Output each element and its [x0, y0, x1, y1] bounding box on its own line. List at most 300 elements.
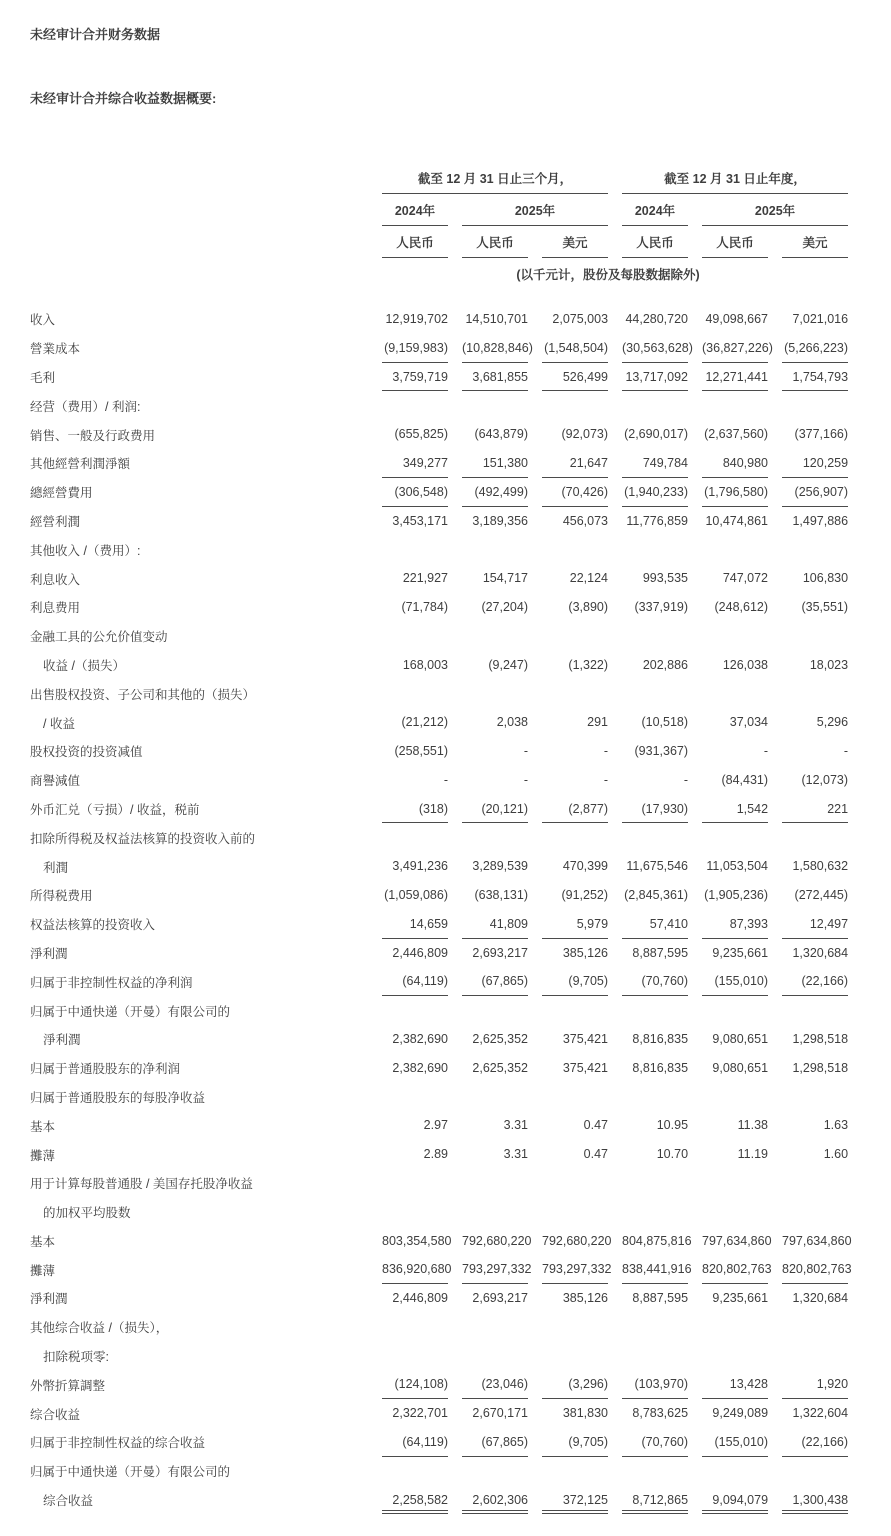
value-text: 12,271,441	[702, 363, 768, 392]
table-row	[30, 996, 848, 1025]
cell-value	[608, 996, 688, 1025]
row-label: 淨利潤	[30, 946, 68, 961]
value-text: (17,930)	[622, 795, 688, 824]
value-text: 5,979	[542, 910, 608, 939]
cell-value	[768, 1486, 848, 1515]
value-text: 12,919,702	[385, 312, 448, 326]
cell-value	[768, 967, 848, 996]
value-text: (70,760)	[622, 1428, 688, 1457]
value-text	[382, 1169, 448, 1198]
row-label: 收入	[30, 313, 56, 328]
value-text: 168,003	[402, 657, 448, 672]
cell-value	[368, 305, 448, 334]
cell-value	[448, 1370, 528, 1399]
value-text: (64,119)	[382, 1428, 448, 1457]
cell-value	[608, 795, 688, 824]
value-text: 8,887,595	[632, 1291, 689, 1306]
value-text: (2,637,560)	[704, 427, 769, 442]
row-label: 外幣折算調整	[30, 1378, 106, 1393]
value-text: (71,784)	[401, 599, 448, 614]
cell-value	[688, 1111, 768, 1140]
value-text: (67,865)	[462, 1428, 528, 1457]
cell-value	[608, 1111, 688, 1140]
cell-value	[768, 996, 848, 1025]
row-label: 归属于中通快递（开曼）有限公司的	[30, 1465, 231, 1480]
cell-value	[768, 1025, 848, 1054]
cell-value	[688, 1083, 768, 1112]
value-text: 3,491,236	[392, 859, 448, 874]
value-text: 838,441,916	[622, 1255, 688, 1284]
currency-header	[768, 226, 848, 258]
cell-value	[528, 1025, 608, 1054]
table-row	[30, 1313, 848, 1342]
cell-value	[368, 622, 448, 651]
value-text: (30,563,628)	[622, 334, 688, 363]
units-note-row	[30, 258, 848, 305]
currency-header	[688, 226, 768, 258]
cell-value	[768, 593, 848, 622]
value-text	[782, 679, 848, 708]
cell-value	[448, 1025, 528, 1054]
value-text	[622, 679, 688, 708]
cell-value	[368, 795, 448, 824]
cell-value	[688, 1457, 768, 1486]
cell-value	[688, 1054, 768, 1083]
cell-value	[688, 449, 768, 478]
row-label: 經營利潤	[30, 514, 81, 529]
row-label: 的加权平均股数	[43, 1206, 131, 1221]
cell-value	[688, 420, 768, 449]
value-text: 49,098,667	[705, 312, 769, 326]
row-label: 所得税费用	[30, 889, 93, 904]
value-text: (492,499)	[462, 478, 528, 507]
value-text	[622, 823, 688, 852]
value-text: 14,659	[382, 910, 448, 939]
cell-value	[768, 564, 848, 593]
cell-value	[448, 1313, 528, 1342]
cell-value	[528, 478, 608, 507]
cell-value	[528, 910, 608, 939]
cell-value	[448, 593, 528, 622]
cell-value	[368, 823, 448, 852]
value-text: 11.38	[737, 1118, 769, 1133]
value-text: (1,322)	[568, 657, 609, 672]
cell-value	[768, 651, 848, 680]
cell-value	[448, 334, 533, 363]
cell-value	[688, 737, 768, 766]
cell-value	[368, 1284, 448, 1313]
cell-value	[448, 1198, 528, 1227]
cell-value	[528, 852, 608, 881]
currency-header-text: 人民币	[702, 233, 768, 258]
cell-value	[688, 1486, 768, 1515]
cell-value	[768, 1313, 848, 1342]
value-text: (2,690,017)	[624, 427, 689, 442]
value-text: (256,907)	[782, 478, 848, 507]
cell-value	[528, 391, 608, 420]
value-text: 2,382,690	[392, 1060, 448, 1075]
value-text: -	[763, 743, 769, 758]
value-text	[782, 535, 848, 564]
value-text: 385,126	[562, 1291, 609, 1306]
cell-value	[368, 1255, 452, 1284]
currency-header-row	[30, 226, 848, 258]
cell-value	[608, 708, 688, 737]
empty-header-cell	[30, 167, 368, 194]
cell-value	[368, 1169, 448, 1198]
cell-value	[368, 1313, 448, 1342]
value-text	[622, 622, 688, 651]
value-text: 106,830	[802, 571, 849, 586]
row-label: 综合收益	[43, 1494, 94, 1509]
cell-value	[448, 1169, 528, 1198]
cell-value	[448, 1111, 528, 1140]
cell-value	[448, 1457, 528, 1486]
table-row	[30, 823, 848, 852]
table-row	[30, 708, 848, 737]
cell-value	[768, 391, 848, 420]
value-text: 381,830	[562, 1406, 609, 1421]
cell-value	[608, 593, 688, 622]
cell-value	[528, 967, 608, 996]
cell-value	[688, 1399, 768, 1428]
value-text: 2,382,690	[392, 1031, 448, 1046]
table-row	[30, 507, 848, 536]
cell-value	[368, 737, 448, 766]
table-row	[30, 1342, 848, 1371]
cell-value	[608, 1054, 688, 1083]
row-label: 攤薄	[30, 1263, 56, 1278]
value-text: 1,320,684	[792, 945, 849, 960]
cell-value	[608, 334, 693, 363]
cell-value	[688, 1255, 772, 1284]
cell-value	[608, 1313, 688, 1342]
cell-value	[448, 535, 528, 564]
period-header-full-year	[608, 167, 848, 194]
table-row	[30, 1486, 848, 1515]
value-text	[702, 535, 768, 564]
value-text: (21,212)	[401, 715, 448, 730]
cell-value	[688, 823, 768, 852]
value-text	[702, 1457, 768, 1486]
empty-header-cell	[30, 226, 368, 258]
cell-value	[688, 1284, 768, 1313]
value-text	[622, 391, 688, 420]
value-text	[462, 391, 528, 420]
value-text	[702, 996, 768, 1025]
cell-value	[688, 1025, 768, 1054]
value-text: 57,410	[622, 910, 688, 939]
table-row	[30, 910, 848, 939]
units-note: (以千元计，股份及每股数据除外)	[516, 268, 700, 282]
cell-value	[528, 1169, 608, 1198]
value-text: (258,551)	[394, 743, 448, 758]
cell-value	[688, 996, 768, 1025]
cell-value	[368, 334, 448, 363]
value-text	[622, 1313, 688, 1342]
value-text: 8,783,625	[632, 1406, 689, 1421]
cell-value	[768, 939, 848, 968]
value-text: 37,034	[729, 715, 769, 730]
cell-value	[608, 1486, 688, 1515]
value-text	[702, 1169, 768, 1198]
value-text: 1,542	[702, 795, 768, 824]
value-text	[702, 391, 768, 420]
cell-value	[768, 795, 848, 824]
cell-value	[528, 1313, 608, 1342]
cell-value	[528, 535, 608, 564]
value-text: 14,510,701	[465, 312, 528, 326]
cell-value	[608, 939, 688, 968]
cell-value	[688, 363, 768, 392]
cell-value	[448, 737, 528, 766]
cell-value	[608, 1140, 688, 1169]
value-text: (12,073)	[801, 772, 849, 787]
value-text: (2,877)	[542, 795, 608, 824]
cell-value	[448, 766, 528, 795]
table-row	[30, 1083, 848, 1112]
value-text	[702, 1083, 768, 1112]
cell-value	[368, 881, 448, 910]
year-header-text: 2024年	[622, 201, 688, 226]
cell-value	[528, 1399, 608, 1428]
value-text: (22,166)	[782, 1428, 848, 1457]
cell-value	[608, 1457, 688, 1486]
value-text: (1,940,233)	[622, 478, 688, 507]
value-text: 44,280,720	[625, 312, 689, 326]
value-text: (70,760)	[622, 967, 688, 996]
value-text: 8,816,835	[632, 1060, 689, 1075]
row-label: 归属于普通股股东的净利润	[30, 1062, 181, 1077]
cell-value	[368, 1198, 448, 1227]
cell-value	[608, 737, 688, 766]
cell-value	[448, 622, 528, 651]
value-text: 126,038	[722, 657, 769, 672]
cell-value	[688, 651, 768, 680]
cell-value	[768, 679, 848, 708]
value-text: 470,399	[562, 859, 609, 874]
value-text: 1,920	[782, 1370, 848, 1399]
cell-value	[528, 939, 608, 968]
cell-value	[368, 708, 448, 737]
table-row	[30, 1111, 848, 1140]
value-text: 87,393	[702, 910, 768, 939]
value-text	[702, 1342, 768, 1371]
value-text: 1,300,438	[782, 1486, 848, 1515]
table-row	[30, 1198, 848, 1227]
value-text: 13,717,092	[622, 363, 688, 392]
cell-value	[368, 420, 448, 449]
cell-value	[688, 910, 768, 939]
cell-value	[688, 1313, 768, 1342]
cell-value	[608, 564, 688, 593]
value-text: 1,580,632	[792, 859, 849, 874]
cell-value	[688, 679, 768, 708]
cell-value	[608, 1284, 688, 1313]
cell-value	[448, 708, 528, 737]
cell-value	[688, 1370, 768, 1399]
table-row	[30, 420, 848, 449]
cell-value	[448, 1083, 528, 1112]
currency-header-text: 人民币	[462, 233, 528, 258]
cell-value	[688, 535, 768, 564]
value-text: (3,296)	[542, 1370, 608, 1399]
cell-value	[768, 1054, 848, 1083]
value-text	[382, 1198, 448, 1227]
value-text	[622, 1457, 688, 1486]
value-text: 793,297,332	[542, 1255, 608, 1284]
cell-value	[688, 478, 768, 507]
cell-value	[768, 535, 848, 564]
value-text	[382, 1313, 448, 1342]
value-text: 372,125	[542, 1486, 608, 1515]
row-label: 其他收入 /（费用）:	[30, 543, 141, 558]
value-text: 3,681,855	[462, 363, 528, 392]
cell-value	[448, 1255, 532, 1284]
cell-value	[688, 795, 768, 824]
cell-value	[528, 1140, 608, 1169]
value-text: 3,189,356	[472, 513, 528, 528]
table-row	[30, 622, 848, 651]
cell-value	[528, 1083, 608, 1112]
value-text: (1,548,504)	[542, 334, 608, 363]
value-text: (5,266,223)	[782, 334, 848, 363]
value-text: (9,247)	[488, 657, 528, 672]
cell-value	[608, 852, 688, 881]
value-text: 3.31	[503, 1147, 528, 1162]
table-row	[30, 766, 848, 795]
cell-value	[368, 996, 448, 1025]
cell-value	[608, 766, 688, 795]
value-text: 1,320,684	[792, 1291, 849, 1306]
value-text: 1.63	[823, 1118, 849, 1133]
income-statement-table	[30, 167, 852, 1514]
value-text	[542, 823, 608, 852]
row-label: 归属于中通快递（开曼）有限公司的	[30, 1004, 231, 1019]
cell-value	[368, 507, 448, 536]
value-text: 804,875,816	[622, 1233, 692, 1248]
value-text	[782, 622, 848, 651]
value-text: -	[603, 772, 609, 787]
value-text: 792,680,220	[462, 1233, 532, 1248]
value-text	[542, 391, 608, 420]
cell-value	[528, 1342, 608, 1371]
cell-value	[768, 1428, 848, 1457]
cell-value	[368, 449, 448, 478]
value-text: 1.60	[823, 1147, 849, 1162]
table-row	[30, 1169, 848, 1198]
value-text: 18,023	[809, 657, 849, 672]
cell-value	[608, 1025, 688, 1054]
cell-value	[688, 1140, 768, 1169]
table-row	[30, 478, 848, 507]
cell-value	[688, 391, 768, 420]
value-text	[462, 1313, 528, 1342]
row-label: 營業成本	[30, 342, 81, 357]
row-label: 外币汇兑（亏损）/ 收益，税前	[30, 802, 200, 817]
cell-value	[448, 305, 528, 334]
cell-value	[368, 1342, 448, 1371]
value-text: (2,845,361)	[624, 887, 689, 902]
value-text: 11,776,859	[626, 513, 689, 528]
value-text: 291	[587, 715, 609, 730]
cell-value	[528, 593, 608, 622]
cell-value	[608, 967, 688, 996]
value-text: 154,717	[482, 571, 528, 586]
value-text	[462, 535, 528, 564]
row-label: 股权投资的投资减值	[30, 745, 143, 760]
cell-value	[768, 420, 848, 449]
value-text: (318)	[382, 795, 448, 824]
cell-value	[448, 1486, 528, 1515]
cell-value	[528, 679, 608, 708]
value-text: (272,445)	[794, 887, 849, 902]
value-text: 385,126	[562, 945, 609, 960]
cell-value	[688, 967, 768, 996]
currency-header-text: 美元	[782, 233, 848, 258]
row-label: 扣除所得税及权益法核算的投资收入前的	[30, 831, 256, 846]
cell-value	[368, 967, 448, 996]
cell-value	[368, 1111, 448, 1140]
cell-value	[608, 535, 688, 564]
cell-value	[528, 1370, 608, 1399]
cell-value	[768, 737, 848, 766]
cell-value	[448, 564, 528, 593]
value-text: (84,431)	[721, 772, 769, 787]
value-text	[542, 1083, 608, 1112]
table-row	[30, 1054, 848, 1083]
year-header-2024-q	[368, 194, 448, 226]
cell-value	[688, 766, 768, 795]
period-header-row	[30, 167, 848, 194]
cell-value	[688, 305, 768, 334]
value-text: (70,426)	[542, 478, 608, 507]
cell-value	[448, 391, 528, 420]
cell-value	[528, 363, 608, 392]
cell-value	[448, 507, 528, 536]
value-text	[622, 1169, 688, 1198]
cell-value	[768, 363, 848, 392]
year-header-text: 2025年	[702, 201, 848, 226]
value-text	[622, 996, 688, 1025]
cell-value	[768, 1169, 848, 1198]
cell-value	[688, 708, 768, 737]
value-text: 120,259	[782, 449, 848, 478]
row-label: 综合收益	[30, 1407, 81, 1422]
value-text	[382, 1083, 448, 1112]
value-text: 797,634,860	[782, 1233, 852, 1248]
value-text: (643,879)	[474, 427, 528, 442]
value-text	[702, 823, 768, 852]
cell-value	[608, 1227, 692, 1256]
value-text: 11,053,504	[706, 859, 769, 874]
value-text: 2,693,217	[472, 945, 528, 960]
cell-value	[608, 305, 688, 334]
cell-value	[688, 334, 773, 363]
value-text	[542, 1198, 608, 1227]
table-row	[30, 1140, 848, 1169]
value-text: (10,828,846)	[462, 334, 528, 363]
cell-value	[768, 1399, 848, 1428]
cell-value	[608, 1083, 688, 1112]
cell-value	[768, 1342, 848, 1371]
row-label: 商譽減值	[30, 774, 81, 789]
value-text: 749,784	[622, 449, 688, 478]
value-text: 7,021,016	[792, 312, 849, 326]
row-label: 其他综合收益 /（损失），	[30, 1321, 169, 1336]
value-text: (64,119)	[382, 967, 448, 996]
cell-value	[528, 305, 608, 334]
